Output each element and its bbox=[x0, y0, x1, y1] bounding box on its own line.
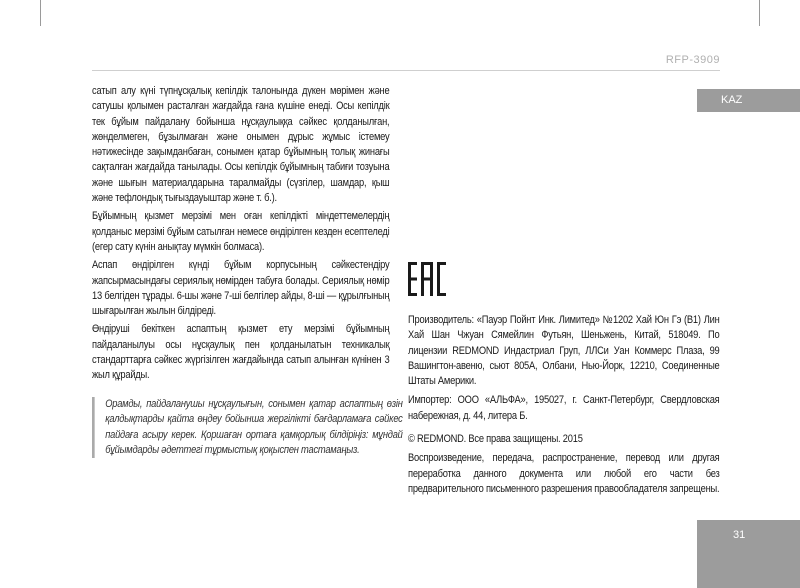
header-divider bbox=[92, 70, 720, 71]
legal-info bbox=[408, 313, 720, 501]
crop-mark-right bbox=[759, 0, 760, 26]
paragraph: Бұйымның қызмет мерзімі мен оған кепілдікті міндеттемелердің қолданыс мерзімі бұйым сатылған немесе өндірілген кезден есептеледі (егер сату күнін анықтау мүмкін болмаса). bbox=[92, 210, 390, 253]
importer-info: Импортер: ООО «АЛЬФА», 195027, г. Санкт-Петербург, Свердловская набережная, д. 44, литера Б. bbox=[408, 394, 720, 422]
warranty-text bbox=[92, 84, 389, 387]
copyright-line: © REDMOND. Все права защищены. 2015 bbox=[408, 433, 583, 446]
language-tab: KAZ bbox=[697, 89, 800, 112]
page-number: 31 bbox=[697, 520, 800, 588]
paragraph: сатып алу күні түпнұсқалық кепілдік талонында дүкен мөрімен және сатушы қолымен расталған жағдайда ғана күшіне енеді. Осы кепілдік тек бұйым пайдалану бойынша нұсқаулыққа сәйкес қолданылған, жөнделмеген, бұзылмаған және онымен дұрыс жұмыс істемеу нәтижесінде зақымданбаған, сонымен қатар бұйымның толық жинағы сақталған жағдайда танылады. Осы кепілдік бұйымның табиғи тозуына және шығын материалдарына таралмайды (сүзгілер, шамдар, қыш және тефлондық тығыздауыштар және т. б.). bbox=[92, 85, 390, 205]
paragraph: Аспап өндірілген күнді бұйым корпусының сәйкестендіру жапсырмасындағы сериялық нөмірден табуға болады. Сериялық нөмір 13 белгіден тұрады. 6-шы және 7-ші белгілер айды, 8-ші — құрылғының шығарылған жылын білдіреді. bbox=[92, 259, 390, 318]
rights-notice: Воспроизведение, передача, распространение, перевод или другая переработка данного документа или любой его части без предварительного письменного разрешения правообладателя запрещены. bbox=[408, 452, 720, 495]
eac-mark-icon bbox=[408, 262, 446, 296]
recycling-note: Орамды, пайдаланушы нұсқаулығын, сонымен қатар аспаптың өзін қалдықтарды қайта өңдеу бойынша жергілікті бағдарламаға сәйкес пайдаға асыру керек. Қоршаған ортаға қамқорлық білдіріңіз: мұндай бұйымдарды әдеттегі тұрмыстық қоқыспен тастамаңыз. bbox=[92, 397, 403, 458]
crop-mark-left bbox=[40, 0, 41, 26]
manufacturer-info: Производитель: «Пауэр Пойнт Инк. Лимитед» №1202 Хай Юн Гэ (В1) Лин Хай Шан Чжуан Сямейлин Футьян, Шеньжень, Китай, 518049. По лицензии REDMOND Индастриал Груп, ЛЛСи Уан Коммерс Плаза, 99 Вашингтон-авеню, сьют 805А, Олбани, Нью-Йорк, 12210, Соединенные Штаты Америки. bbox=[408, 314, 720, 388]
model-number: RFP-3909 bbox=[665, 54, 720, 66]
paragraph: Өндіруші бекіткен аспаптың қызмет ету мерзімі бұйымның пайдаланылуы осы нұсқаулық пен қолданылатын техникалық стандарттарға сәйкес жүргізілген жағдайында сатып алынған күнінен 3 жыл құрайды. bbox=[92, 323, 390, 382]
